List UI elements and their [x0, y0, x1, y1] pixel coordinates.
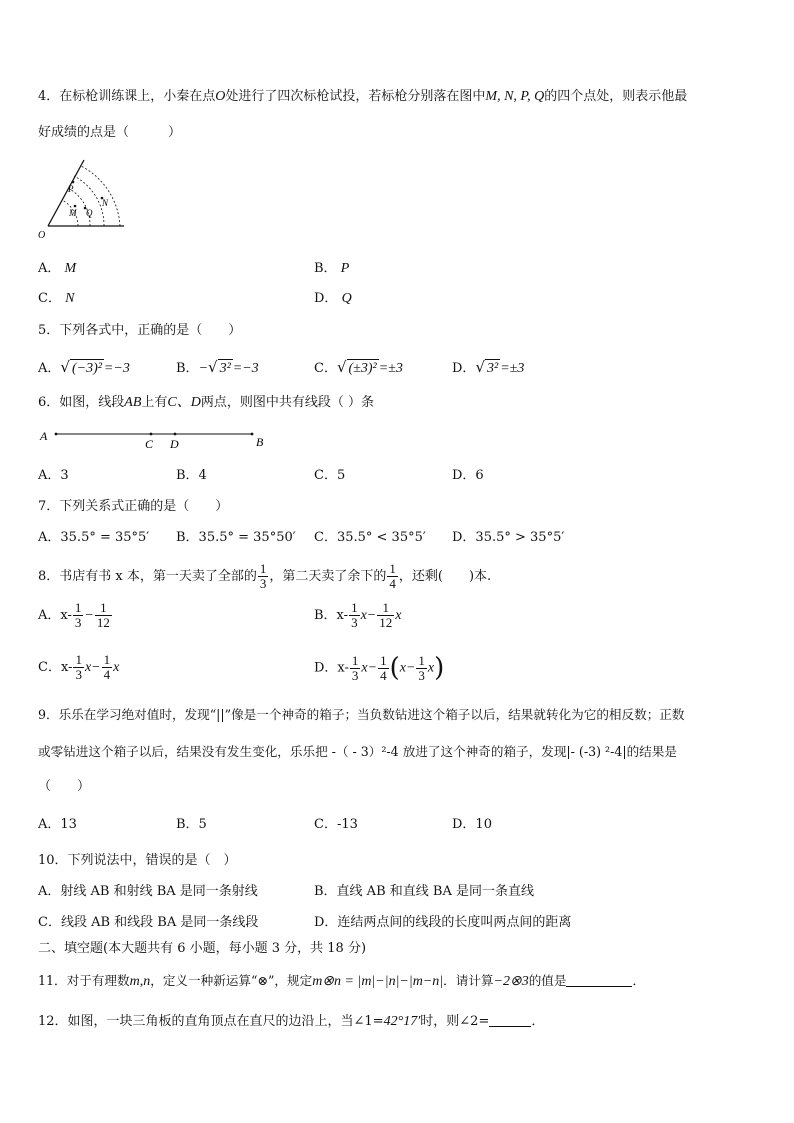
q9-option-d[interactable]: D．10 — [452, 817, 492, 832]
q5-stem: 5．下列各式中，正确的是（ ） — [38, 323, 242, 338]
point-o-label: O — [215, 89, 226, 104]
q7-option-a[interactable]: A．35.5° = 35°5′ — [38, 530, 150, 545]
q12-line: 12．如图，一块三角板的直角顶点在直尺的边沿上，当∠1=42°17′时，则∠2= ． — [38, 1014, 545, 1029]
seg-c-label: C — [145, 437, 154, 451]
q6-option-d[interactable]: D．6 — [452, 468, 484, 483]
q6-option-b[interactable]: B．4 — [176, 468, 207, 483]
q11-line: 11．对于有理数m,n，定义一种新运算“⊗”，规定m⊗n = |m|−|n|−|m−n|．请计算−2⊗3的值是 ． — [38, 973, 646, 989]
q4-option-c[interactable]: C． N — [38, 291, 75, 306]
q8-option-d[interactable]: D．x- $\frac{1}{3}$ x− $\frac{1}{4}$ (x− $\frac{1}{3}$ x) — [314, 652, 445, 683]
q4-line1: 4．在标枪训练课上，小秦在点O处进行了四次标枪试投，若标枪分别落在图中M, N, P, Q的四个点处，则表示他最 — [38, 89, 688, 104]
q6-stem: 6．如图，线段AB上有C、D两点，则图中共有线段（ ）条 — [38, 395, 374, 410]
seg-b-label: B — [256, 435, 264, 449]
q9-option-c[interactable]: C．-13 — [314, 817, 358, 832]
q12-answer-blank[interactable] — [489, 1012, 531, 1027]
q9-line1: 9．乐乐在学习绝对值时，发现“||”像是一个神奇的箱子；当负数钻进这个箱子以后，结果就转化为它的相反数；正数 — [38, 707, 685, 722]
q7-option-d[interactable]: D．35.5° > 35°5′ — [452, 530, 565, 545]
section-2-heading: 二、填空题(本大题共有 6 小题，每小题 3 分，共 18 分) — [38, 941, 367, 956]
q9-line2: 或零钻进这个箱子以后，结果没有发生变化，乐乐把 -（ - 3）²-4 放进了这个神奇的箱子，发现|- (-3) ²-4|的结果是 — [38, 744, 677, 759]
q6-segment-figure — [38, 424, 278, 452]
q5-option-c[interactable]: C．√ (±3)² =±3 — [314, 358, 403, 376]
q7-option-b[interactable]: B．35.5° = 35°50′ — [176, 530, 296, 545]
fraction-one-third: $\frac{1}{3}$ — [259, 561, 267, 591]
q8-option-c[interactable]: C．x- $\frac{1}{3}$ x− $\frac{1}{4}$ x — [38, 652, 120, 682]
q10-option-b[interactable]: B．直线 AB 和直线 BA 是同一条直线 — [314, 884, 534, 899]
q4-javelin-figure — [38, 152, 138, 240]
q4-option-b[interactable]: B． P — [314, 261, 350, 276]
seg-d-label: D — [170, 437, 179, 451]
q7-stem: 7．下列关系式正确的是（ ） — [38, 499, 229, 514]
q10-option-a[interactable]: A．射线 AB 和射线 BA 是同一条射线 — [38, 884, 258, 899]
q11-answer-blank[interactable] — [566, 972, 632, 987]
q5-option-d[interactable]: D．√ 3² =±3 — [452, 358, 525, 376]
q7-option-c[interactable]: C．35.5° < 35°5′ — [314, 530, 426, 545]
q8-option-a[interactable]: A．x- $\frac{1}{3}$ − $\frac{1}{12}$ — [38, 600, 110, 630]
fig-q-label: Q — [86, 208, 93, 218]
q5-option-b[interactable]: B．−√ 3² =−3 — [176, 358, 259, 376]
fig-p-label: P — [68, 184, 74, 194]
q8-stem: 8．书店有书 x 本，第一天卖了全部的 $\frac{1}{3}$ ，第二天卖了余下的 $\frac{1}{4}$ ，还剩( )本. — [38, 561, 492, 591]
fraction-one-fourth: $\frac{1}{4}$ — [389, 561, 396, 591]
q4-option-d[interactable]: D． Q — [314, 291, 352, 306]
q8-option-b[interactable]: B．x- $\frac{1}{3}$ x− $\frac{1}{12}$ x — [314, 600, 402, 630]
q10-option-c[interactable]: C．线段 AB 和线段 BA 是同一条线段 — [38, 915, 259, 930]
fig-m-label: M — [69, 208, 77, 218]
fig-n-label: N — [102, 198, 109, 208]
q5-option-a[interactable]: A．√ (−3)² =−3 — [38, 358, 130, 376]
points-label: M, N, P, Q — [485, 89, 545, 104]
q9-option-a[interactable]: A．13 — [38, 817, 77, 832]
q9-option-b[interactable]: B．5 — [176, 817, 207, 832]
seg-a-label: A — [40, 429, 48, 443]
q10-stem: 10．下列说法中，错误的是（ ） — [38, 853, 237, 868]
q9-line3: （ ） — [38, 779, 91, 794]
q4-option-a[interactable]: A． M — [38, 261, 77, 276]
q6-option-a[interactable]: A．3 — [38, 468, 69, 483]
fig-o-label: O — [38, 230, 46, 240]
q10-option-d[interactable]: D．连结两点间的线段的长度叫两点间的距离 — [314, 915, 572, 930]
q6-option-c[interactable]: C．5 — [314, 468, 346, 483]
q4-line2: 好成绩的点是（ ） — [38, 125, 182, 140]
